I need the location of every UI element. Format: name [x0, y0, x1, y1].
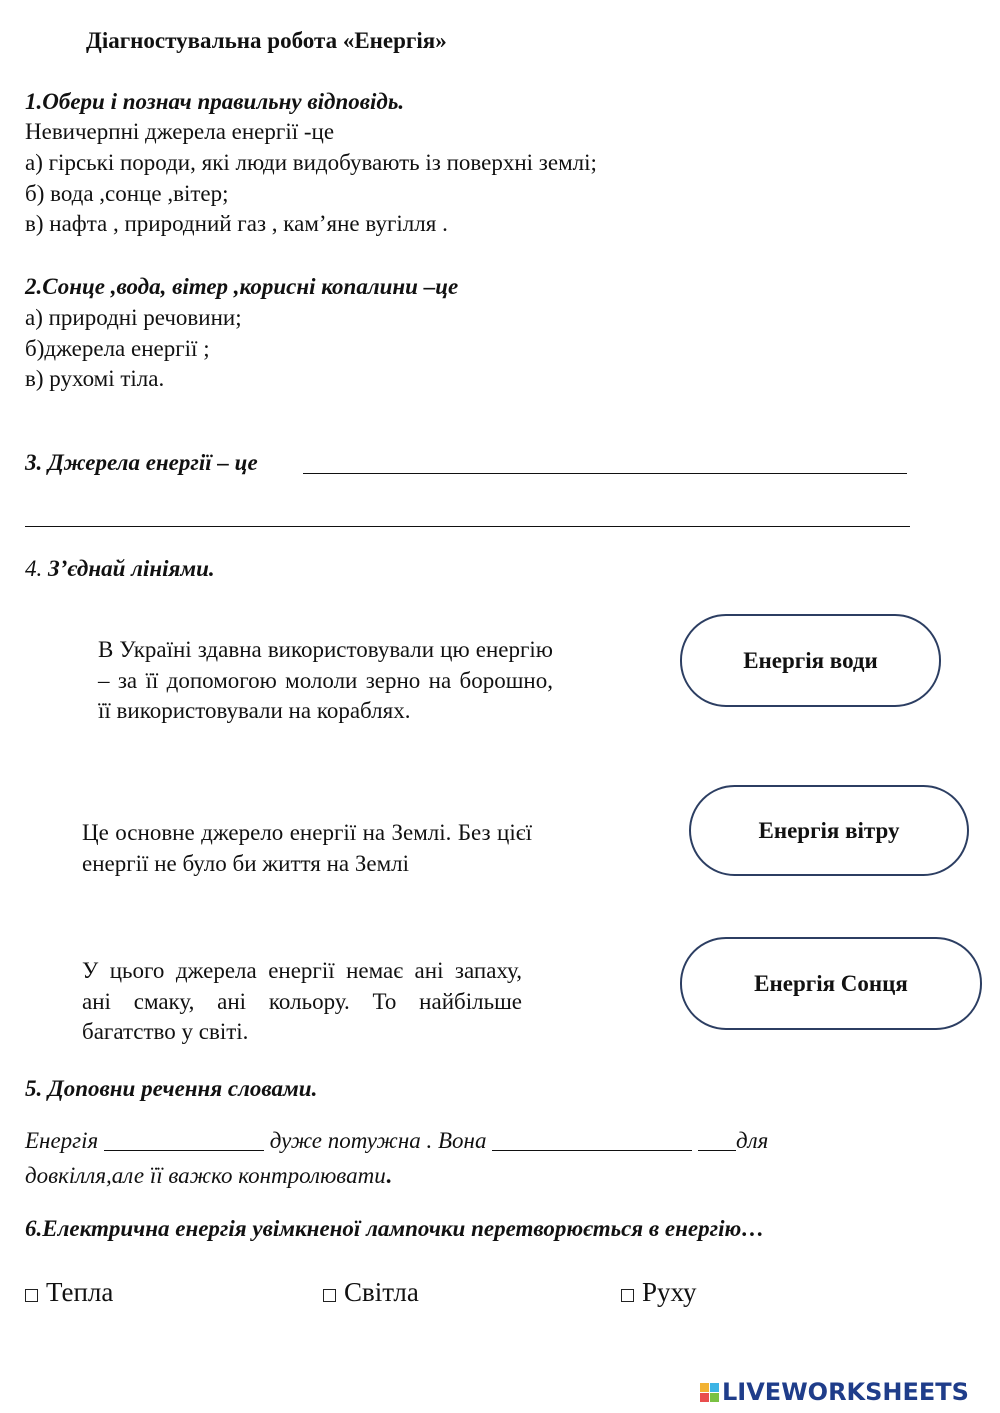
q5-part2: дуже потужна . Вона — [269, 1128, 487, 1153]
q5-sentence-line1 — [25, 1128, 768, 1154]
q6-option-light-label: Світла — [344, 1277, 419, 1307]
checkbox-icon[interactable] — [25, 1289, 38, 1302]
q5-line2: довкілля,але її важко контролювати — [25, 1163, 386, 1188]
q2-option-c[interactable]: в) рухомі тіла. — [25, 366, 165, 391]
answer-energy-wind[interactable] — [689, 785, 969, 876]
q6-option-heat[interactable] — [25, 1277, 113, 1308]
q1-option-c[interactable]: в) нафта , природний газ , кам’яне вугілля . — [25, 211, 448, 236]
checkbox-icon[interactable] — [621, 1289, 634, 1302]
q2-option-b[interactable]: б)джерела енергії ; — [25, 336, 210, 361]
q6-option-light[interactable] — [323, 1277, 419, 1308]
logo-square — [700, 1383, 709, 1392]
q5-heading: 5. Доповни речення словами. — [25, 1076, 318, 1101]
q5-sentence-line2 — [25, 1163, 391, 1189]
q4-heading-row — [25, 556, 215, 582]
logo-square — [710, 1383, 719, 1392]
q1-option-b[interactable]: б) вода ,сонце ,вітер; — [25, 181, 229, 206]
q4-description-3: У цього джерела енергії немає ані запаху, ані смаку, ані кольору. То найбільше багатство у світі. — [82, 958, 522, 1044]
q4-number: 4. — [25, 556, 43, 581]
logo-squares-icon — [700, 1383, 719, 1402]
liveworksheets-logo — [700, 1378, 969, 1406]
answer-energy-wind-label: Енергія вітру — [758, 817, 900, 843]
q2-heading: 2.Сонце ,вода, вітер ,корисні копалини –це — [25, 274, 459, 299]
q5-part3: для — [735, 1128, 769, 1153]
q1-heading: 1.Обери і познач правильну відповідь. — [25, 89, 405, 114]
q4-description-2: Це основне джерело енергії на Землі. Без цієї енергії не було би життя на Землі — [82, 820, 532, 876]
q4-description-1: В Україні здавна використовували цю енергію – за її допомогою мололи зерно на борошно, її використовували на кораблях. — [98, 637, 553, 723]
q1-option-a[interactable]: а) гірські породи, які люди видобувають із поверхні землі; — [25, 150, 597, 175]
q6-option-motion[interactable] — [621, 1277, 697, 1308]
checkbox-icon[interactable] — [323, 1289, 336, 1302]
q6-heading: 6.Електрична енергія увімкненої лампочки перетворюється в енергію… — [25, 1216, 765, 1241]
q1-stem: Невичерпні джерела енергії -це — [25, 119, 335, 144]
q3-heading: 3. Джерела енергії – це — [25, 450, 258, 475]
logo-square — [700, 1393, 709, 1402]
q3-answer-line-2[interactable] — [25, 526, 910, 527]
q5-part1: Енергія — [25, 1128, 99, 1153]
answer-energy-water[interactable] — [680, 614, 941, 707]
logo-square — [710, 1393, 719, 1402]
q5-end: . — [385, 1163, 392, 1188]
answer-energy-water-label: Енергія води — [743, 647, 878, 673]
answer-energy-sun-label: Енергія Сонця — [754, 970, 908, 996]
page-title: Діагностувальна робота «Енергія» — [86, 28, 447, 53]
logo-text: LIVEWORKSHEETS — [722, 1378, 969, 1406]
q5-blank-2[interactable] — [492, 1130, 692, 1151]
q4-heading: З’єднай лініями. — [48, 556, 215, 581]
q6-option-motion-label: Руху — [642, 1277, 697, 1307]
answer-energy-sun[interactable] — [680, 937, 982, 1030]
q5-blank-3[interactable] — [698, 1130, 736, 1151]
q3-answer-line-1[interactable] — [303, 473, 907, 474]
q6-option-heat-label: Тепла — [46, 1277, 114, 1307]
q2-option-a[interactable]: а) природні речовини; — [25, 305, 242, 330]
q5-blank-1[interactable] — [104, 1130, 264, 1151]
